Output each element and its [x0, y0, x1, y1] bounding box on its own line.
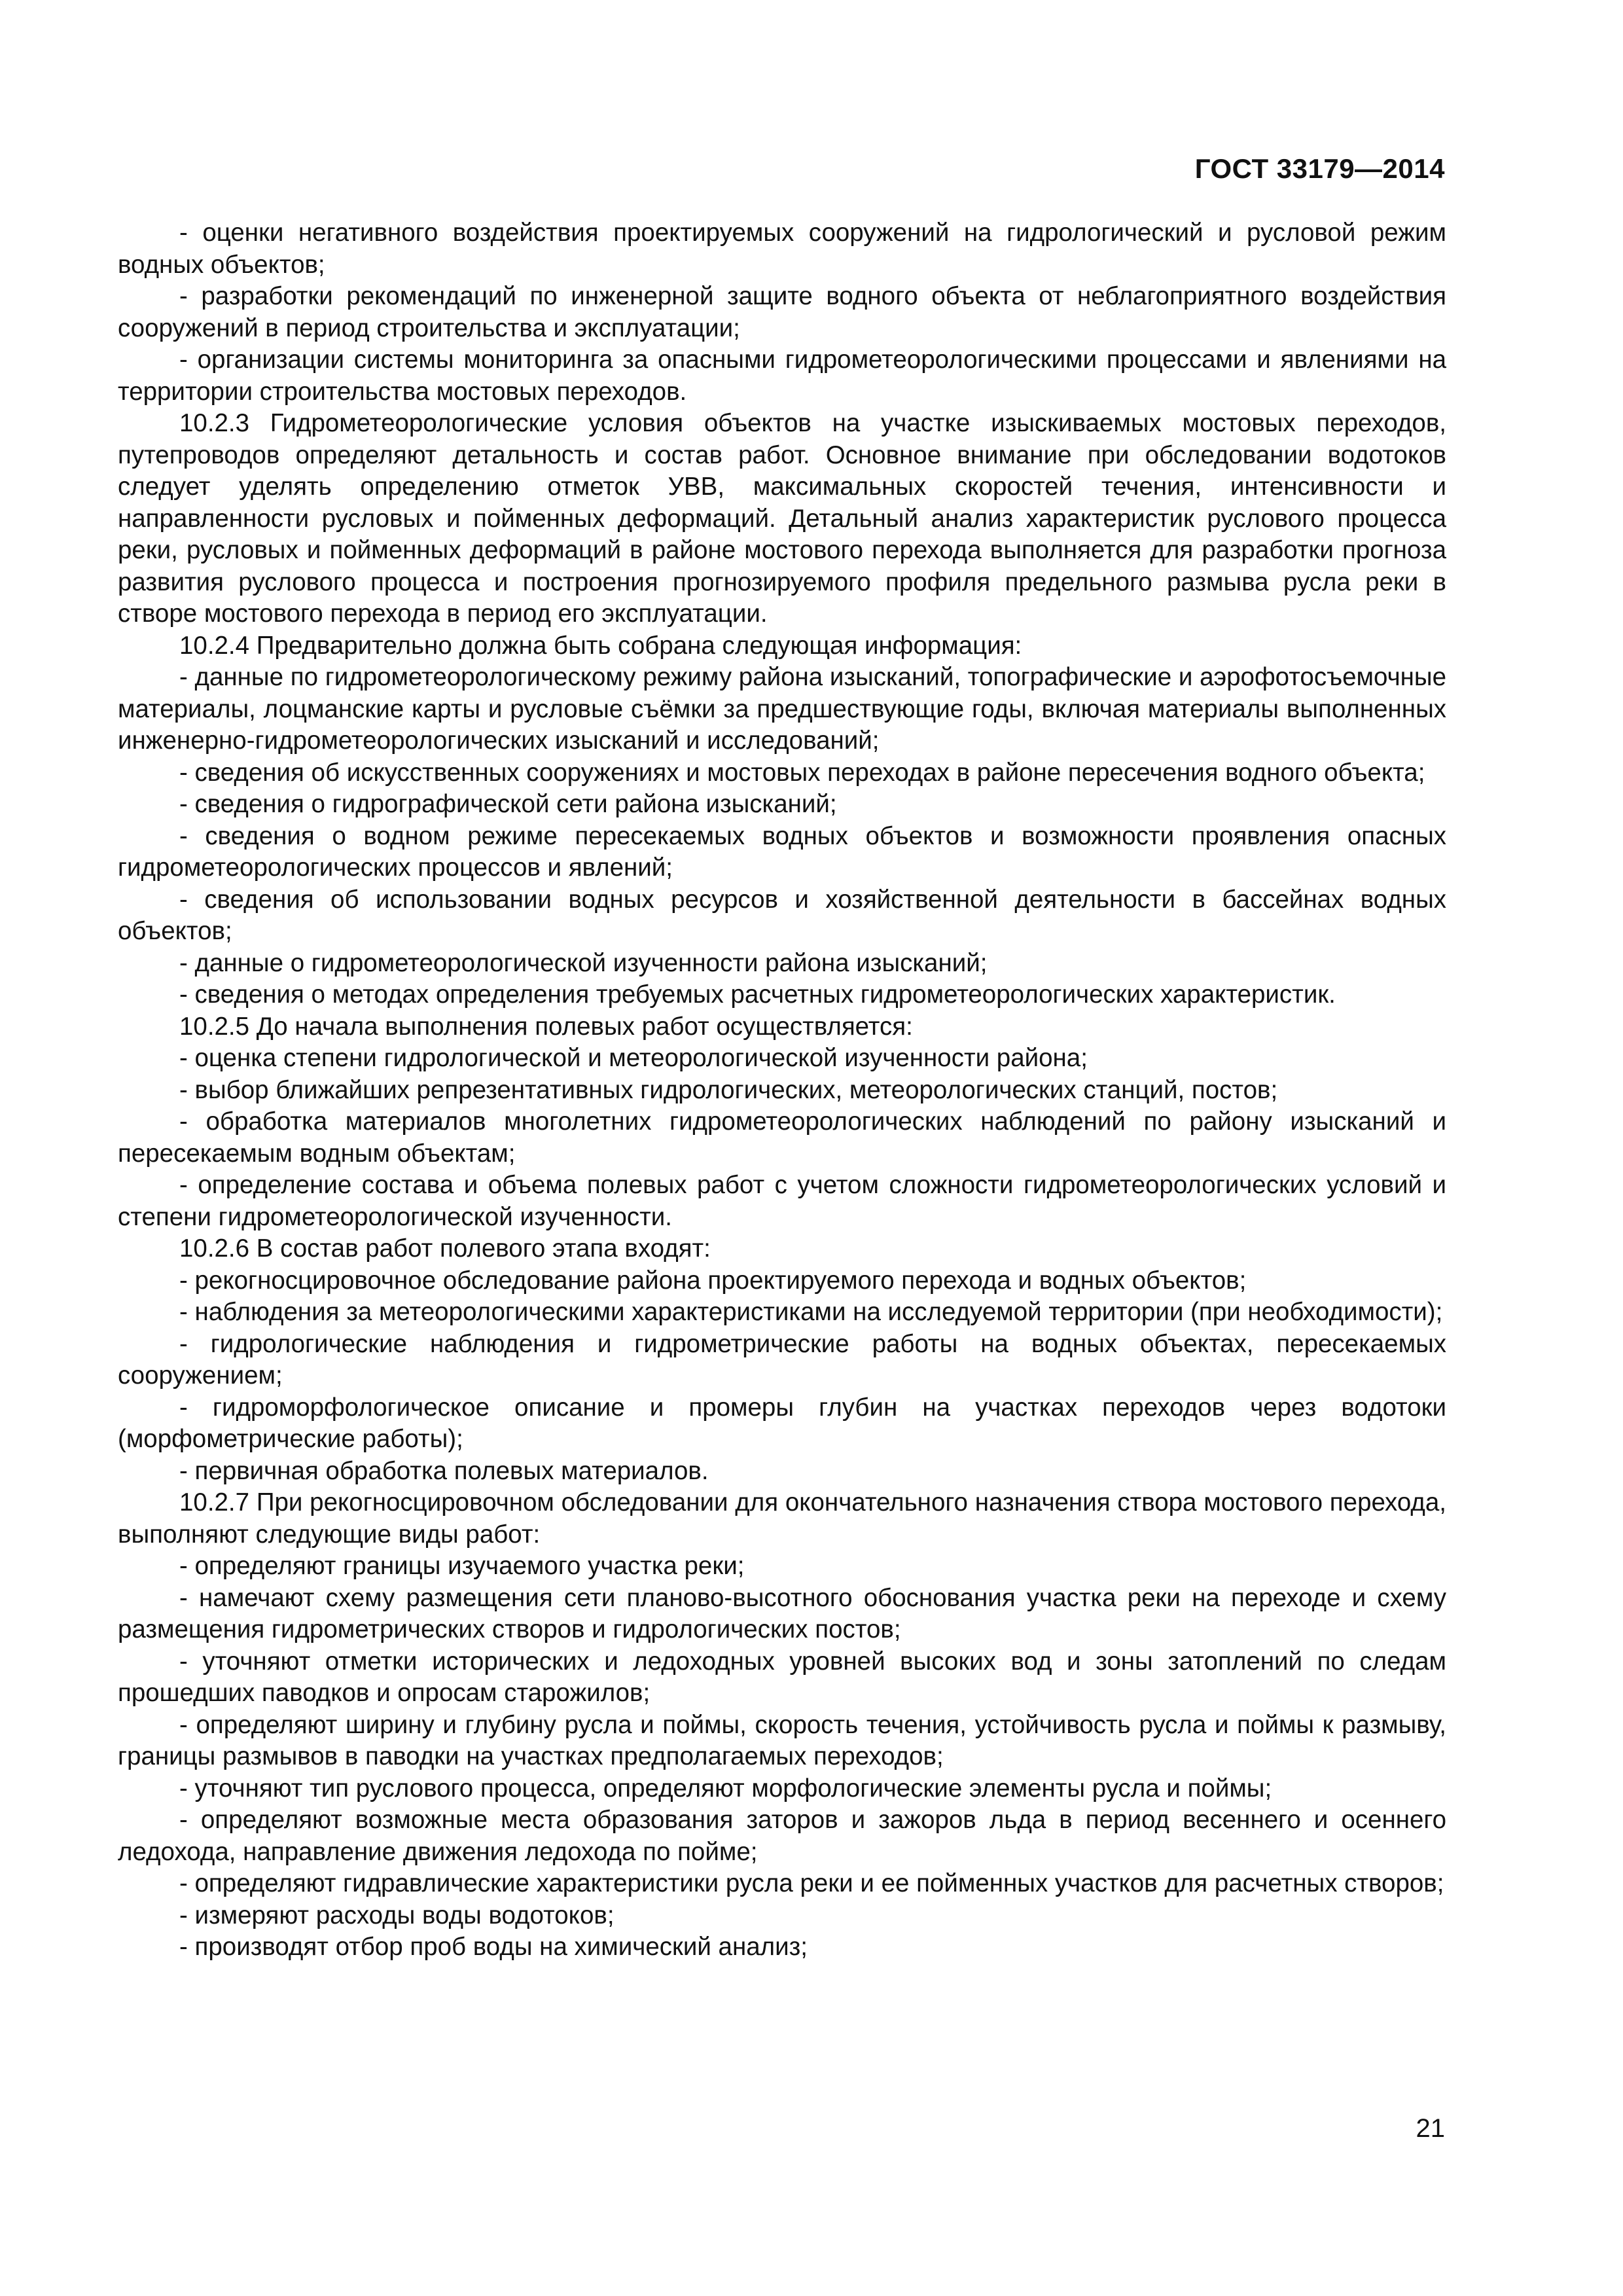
paragraph: 10.2.5 До начала выполнения полевых работ осуществляется: — [179, 1012, 913, 1041]
paragraph: - определяют ширину и глубину русла и поймы, скорость течения, устойчивость русла и поймы к размыву, границы размывов в паводки на участках предполагаемых переходов; — [118, 1710, 1446, 1770]
paragraph: - рекогносцировочное обследование района проектируемого перехода и водных объектов; — [179, 1266, 1247, 1295]
paragraph: - уточняют отметки исторических и ледоходных уровней высоких вод и зоны затоплений по следам прошедших паводков и опросам старожилов; — [118, 1647, 1446, 1707]
paragraph: - сведения об искусственных сооружениях и мостовых переходах в районе пересечения водного объекта; — [179, 758, 1425, 787]
standard-header: ГОСТ 33179—2014 — [1194, 153, 1445, 184]
page-number: 21 — [1416, 2114, 1445, 2143]
paragraph: - разработки рекомендаций по инженерной защите водного объекта от неблагоприятного воздействия сооружений в период строительства и эксплуатации; — [118, 282, 1446, 342]
paragraph: - определяют границы изучаемого участка реки; — [179, 1552, 745, 1580]
paragraph: - оценка степени гидрологической и метеорологической изученности района; — [179, 1044, 1088, 1072]
paragraph: 10.2.7 При рекогносцировочном обследовании для окончательного назначения створа мостового перехода, выполняют следующие виды работ: — [118, 1488, 1446, 1549]
paragraph: - оценки негативного воздействия проектируемых сооружений на гидрологический и русловой режим водных объектов; — [118, 219, 1446, 279]
paragraph: - сведения о гидрографической сети района изысканий; — [179, 790, 837, 818]
paragraph: - первичная обработка полевых материалов. — [179, 1456, 709, 1485]
paragraph: 10.2.4 Предварительно должна быть собрана следующая информация: — [179, 631, 1022, 660]
paragraph: - обработка материалов многолетних гидрометеорологических наблюдений по району изысканий и пересекаемым водным объектам; — [118, 1107, 1446, 1168]
paragraph: - определяют возможные места образования заторов и зажоров льда в период весеннего и осеннего ледохода, направление движения ледохода по пойме; — [118, 1806, 1446, 1866]
paragraph: 10.2.6 В состав работ полевого этапа входят: — [179, 1234, 711, 1263]
paragraph: - организации системы мониторинга за опасными гидрометеорологическими процессами и явлениями на территории строительства мостовых переходов. — [118, 346, 1446, 406]
paragraph: 10.2.3 Гидрометеорологические условия объектов на участке изыскиваемых мостовых переходов, путепроводов определяют детальность и состав работ. Основное внимание при обследовании водотоков следует уделять определению отметок УВВ, максимальных скоростей течения, интенсивности и направленности русловых и пойменных деформаций. Детальный анализ характеристик руслового процесса реки, русловых и пойменных деформаций в районе мостового перехода выполняется для разработки прогноза развития руслового процесса и построения прогнозируемого профиля предельного размыва русла реки в створе мостового перехода в период его эксплуатации. — [118, 409, 1446, 628]
paragraph: - сведения о водном режиме пересекаемых водных объектов и возможности проявления опасных гидрометеорологических процессов и явлений; — [118, 821, 1446, 882]
paragraph: - данные по гидрометеорологическому режиму района изысканий, топографические и аэрофотосъемочные материалы, лоцманские карты и русловые съёмки за предшествующие годы, включая материалы выполненных инженерно-гидрометеорологических изысканий и исследований; — [118, 663, 1446, 755]
paragraph: - сведения о методах определения требуемых расчетных гидрометеорологических характеристик. — [179, 980, 1336, 1009]
paragraph: - гидрологические наблюдения и гидрометрические работы на водных объектах, пересекаемых сооружением; — [118, 1329, 1446, 1390]
paragraph: - намечают схему размещения сети планово-высотного обоснования участка реки на переходе и схему размещения гидрометрических створов и гидрологических постов; — [118, 1583, 1446, 1643]
paragraph: - сведения об использовании водных ресурсов и хозяйственной деятельности в бассейнах водных объектов; — [118, 885, 1446, 945]
paragraph: - определение состава и объема полевых работ с учетом сложности гидрометеорологических условий и степени гидрометеорологической изученности. — [118, 1171, 1446, 1231]
document-body — [118, 217, 1446, 1964]
paragraph: - выбор ближайших репрезентативных гидрологических, метеорологических станций, постов; — [179, 1075, 1278, 1104]
paragraph: - производят отбор проб воды на химический анализ; — [179, 1933, 808, 1961]
paragraph: - гидроморфологическое описание и промеры глубин на участках переходов через водотоки (морфометрические работы); — [118, 1393, 1446, 1453]
paragraph: - уточняют тип руслового процесса, определяют морфологические элементы русла и поймы; — [179, 1774, 1272, 1803]
paragraph: - данные о гидрометеорологической изученности района изысканий; — [179, 948, 988, 977]
paragraph: - определяют гидравлические характеристики русла реки и ее пойменных участков для расчетных створов; — [179, 1869, 1444, 1897]
paragraph: - измеряют расходы воды водотоков; — [179, 1901, 615, 1929]
paragraph: - наблюдения за метеорологическими характеристиками на исследуемой территории (при необходимости); — [179, 1298, 1443, 1326]
